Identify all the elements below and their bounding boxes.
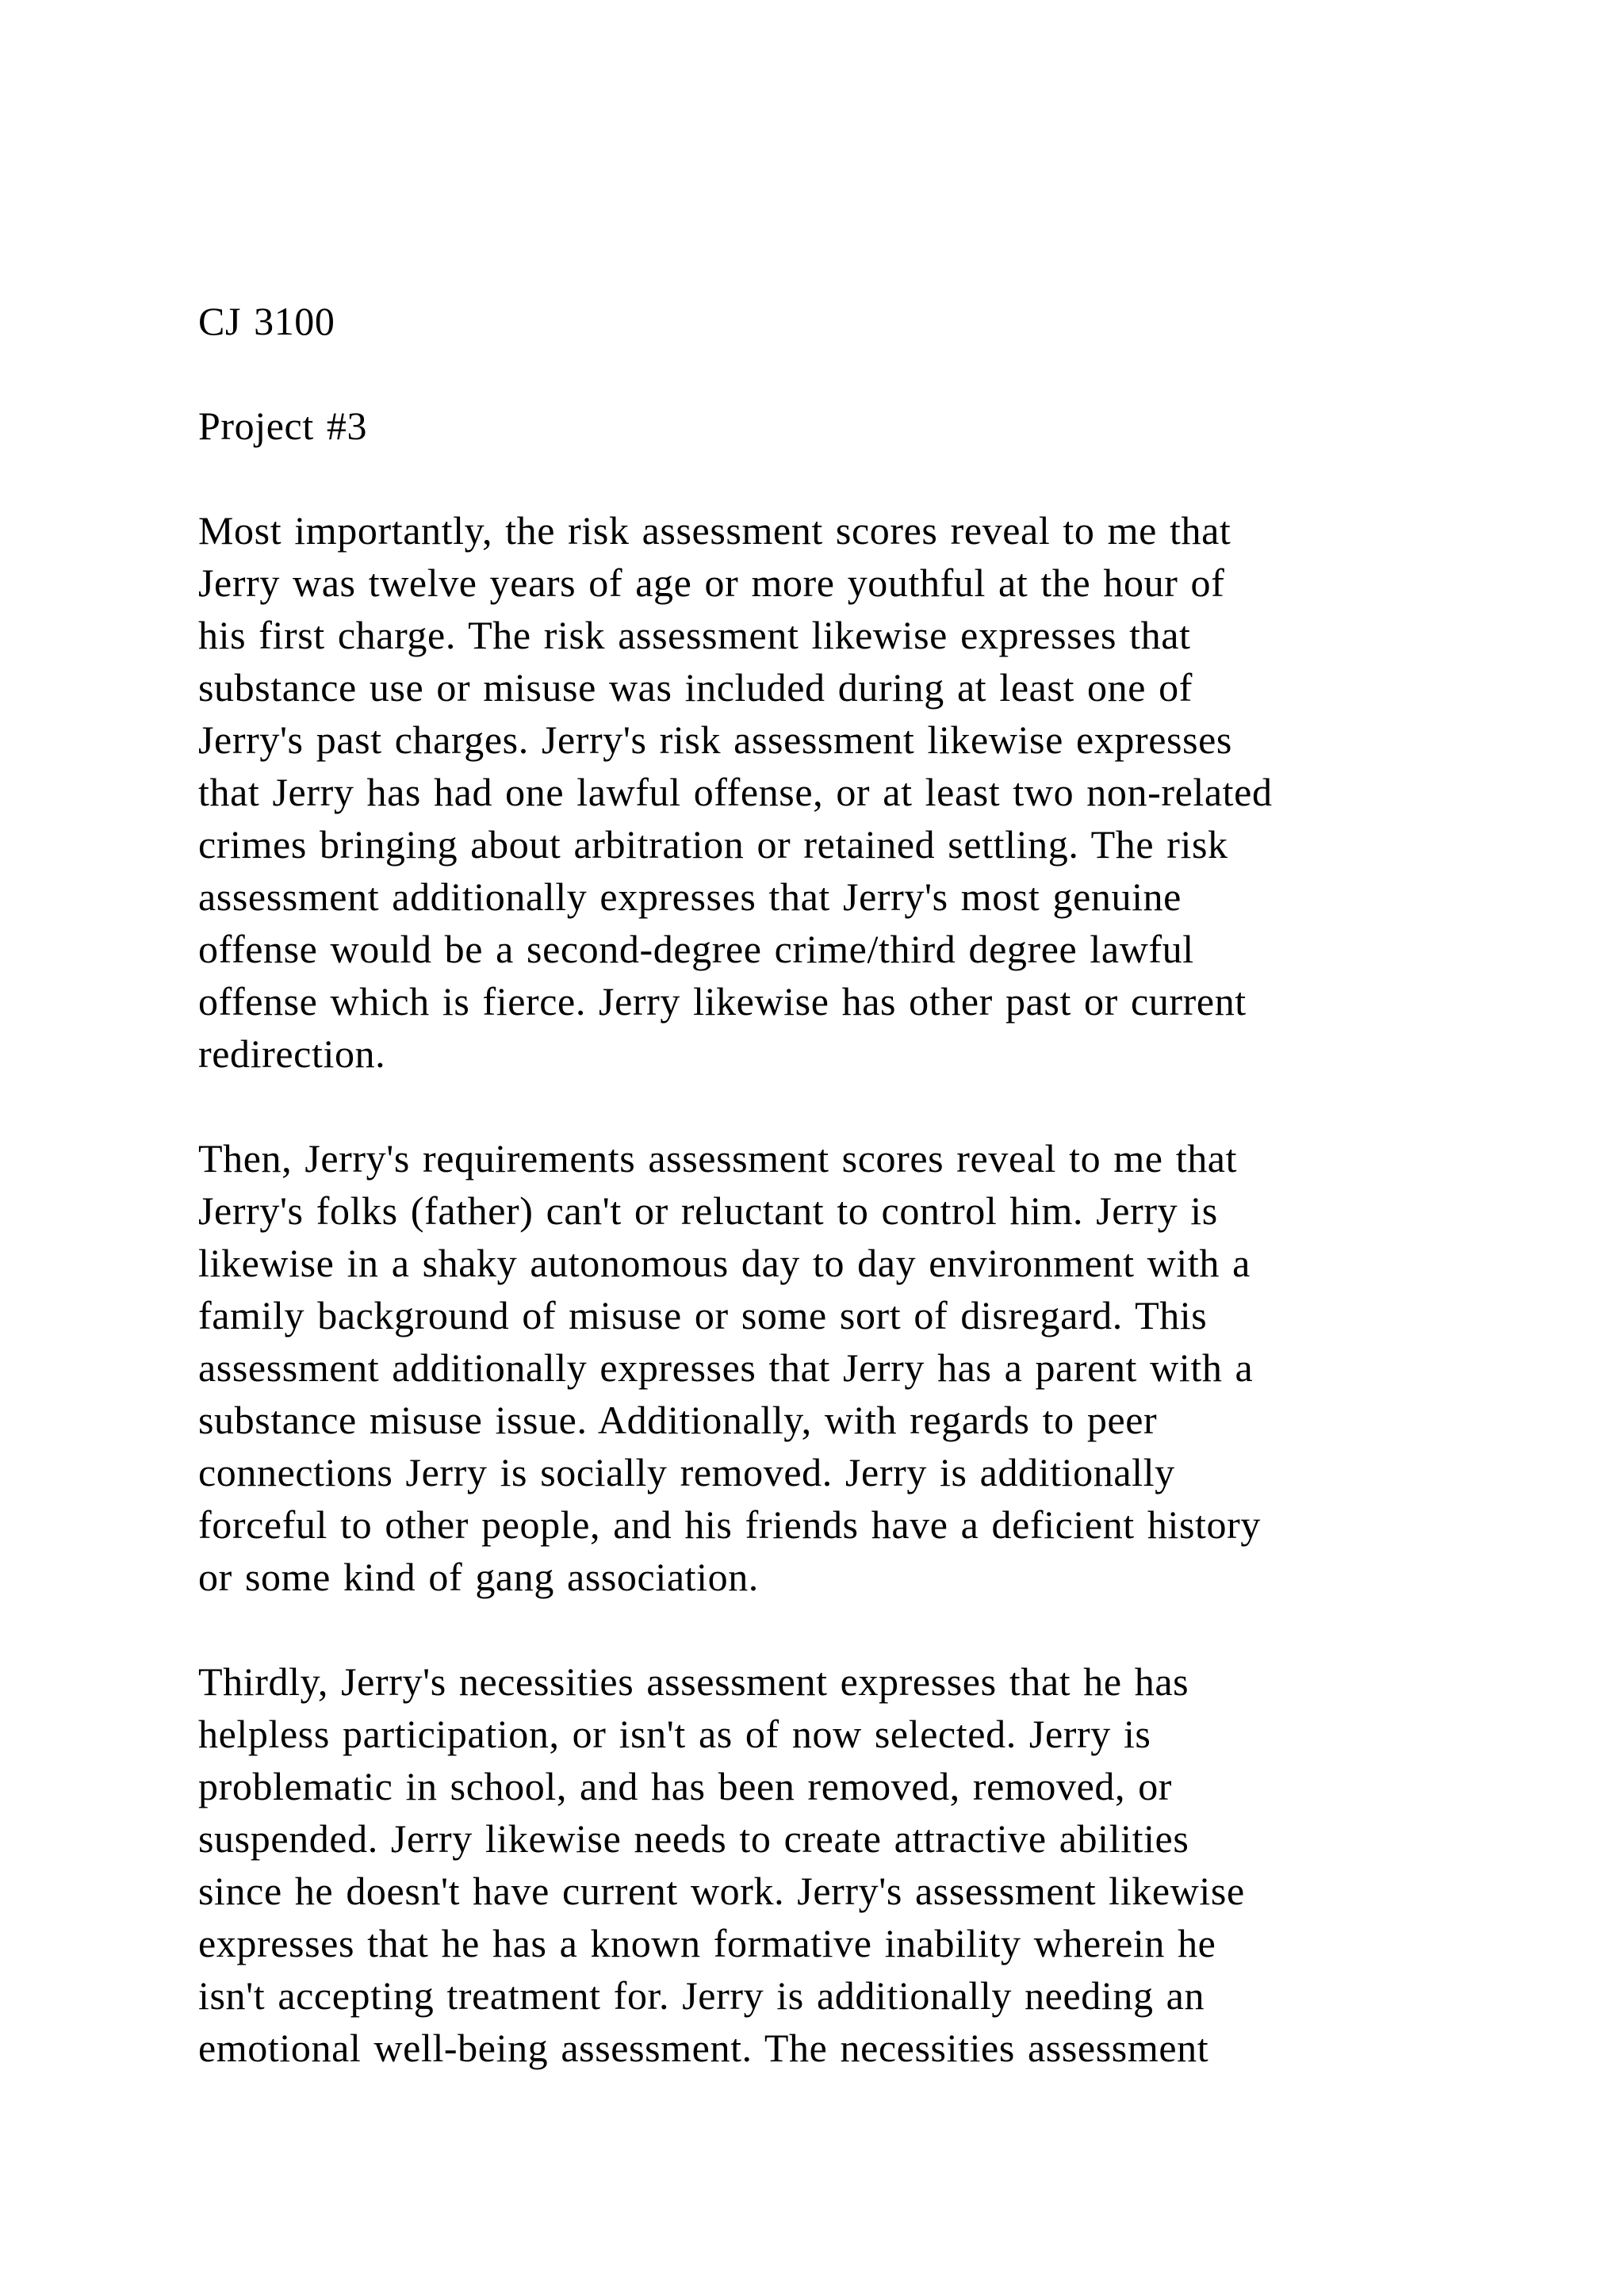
text-line: helpless participation, or isn't as of now selected. Jerry is — [198, 1712, 1151, 1756]
text-line: Thirdly, Jerry's necessities assessment expresses that he has — [198, 1659, 1189, 1704]
paragraph-requirements-assessment — [198, 1132, 1499, 1603]
text-line: Jerry's folks (father) can't or reluctant to control him. Jerry is — [198, 1188, 1218, 1233]
text-line: Then, Jerry's requirements assessment scores reveal to me that — [198, 1136, 1238, 1181]
text-line: assessment additionally expresses that Jerry's most genuine — [198, 874, 1182, 919]
paragraph-necessities-assessment — [198, 1655, 1499, 2074]
text-line: or some kind of gang association. — [198, 1555, 759, 1599]
paragraph-risk-assessment — [198, 504, 1499, 1080]
text-line: assessment additionally expresses that Jerry has a parent with a — [198, 1345, 1254, 1390]
text-line: redirection. — [198, 1031, 386, 1076]
text-line: family background of misuse or some sort of disregard. This — [198, 1293, 1208, 1337]
text-line: Jerry was twelve years of age or more youthful at the hour of — [198, 561, 1225, 605]
text-line: offense would be a second-degree crime/third degree lawful — [198, 927, 1194, 971]
text-line: substance use or misuse was included during at least one of — [198, 665, 1193, 710]
text-line: Most importantly, the risk assessment scores reveal to me that — [198, 508, 1231, 553]
text-line: likewise in a shaky autonomous day to day environment with a — [198, 1241, 1251, 1285]
text-line: substance misuse issue. Additionally, with regards to peer — [198, 1398, 1158, 1442]
text-line: offense which is fierce. Jerry likewise has other past or current — [198, 979, 1247, 1024]
text-line: crimes bringing about arbitration or retained settling. The risk — [198, 822, 1228, 867]
course-code: CJ 3100 — [198, 299, 335, 343]
text-line: connections Jerry is socially removed. Jerry is additionally — [198, 1450, 1175, 1494]
project-title: Project #3 — [198, 404, 368, 448]
text-line: that Jerry has had one lawful offense, or at least two non-related — [198, 770, 1273, 814]
text-line: expresses that he has a known formative inability wherein he — [198, 1921, 1216, 1965]
text-line: suspended. Jerry likewise needs to create attractive abilities — [198, 1816, 1189, 1861]
text-line: his first charge. The risk assessment likewise expresses that — [198, 613, 1191, 657]
text-line: isn't accepting treatment for. Jerry is additionally needing an — [198, 1973, 1205, 2018]
text-line: problematic in school, and has been removed, removed, or — [198, 1764, 1173, 1808]
text-line: emotional well-being assessment. The necessities assessment — [198, 2026, 1209, 2070]
text-line: forceful to other people, and his friends have a deficient history — [198, 1502, 1261, 1547]
text-line: since he doesn't have current work. Jerry's assessment likewise — [198, 1869, 1245, 1913]
text-line: Jerry's past charges. Jerry's risk assessment likewise expresses — [198, 718, 1232, 762]
document-body — [198, 295, 1499, 2126]
